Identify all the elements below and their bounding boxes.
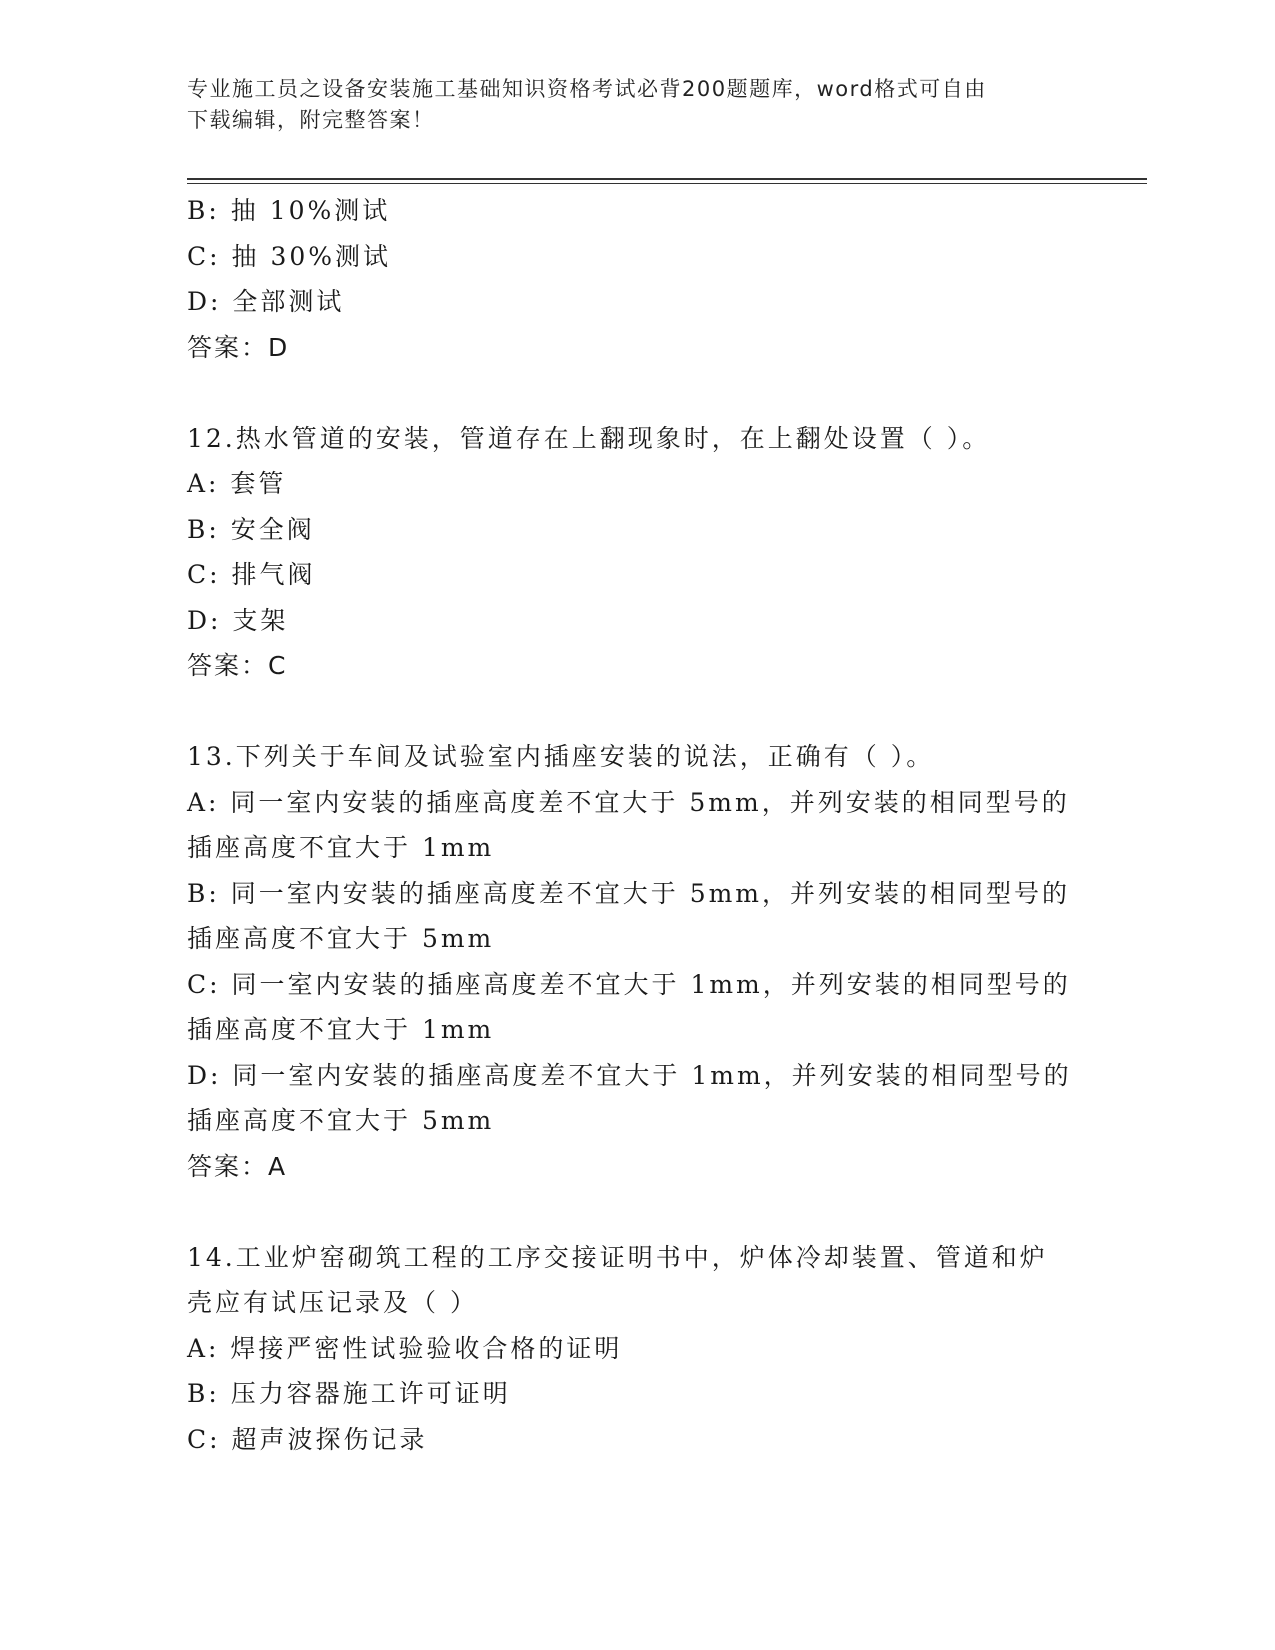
question-text-line-2: 壳应有试压记录及（ ） [187,1288,478,1317]
option-d: D: 全部测试 [187,287,345,316]
option-d: D: 支架 [187,605,289,635]
question-12 [187,416,1067,689]
option-a: A: 焊接严密性试验验收合格的证明 [187,1333,623,1363]
answer: 答案：D [187,332,290,362]
option-a-line-2: 插座高度不宜大于 1mm [187,833,495,862]
header-line-1: 专业施工员之设备安装施工基础知识资格考试必背200题题库，word格式可自由 [187,77,987,101]
question-text: 13.下列关于车间及试验室内插座安装的说法，正确有（ ）。 [187,742,935,771]
option-c-line-1: C: 同一室内安装的插座高度差不宜大于 1mm，并列安装的相同型号的 [187,969,1071,999]
question-11 [187,188,1067,370]
spacer [187,1189,1067,1235]
question-text-line-1: 14.工业炉窑砌筑工程的工序交接证明书中，炉体冷却装置、管道和炉 [187,1242,1048,1272]
option-a: A: 套管 [187,469,287,498]
option-b: B: 安全阀 [187,514,315,544]
document-page [187,0,1147,1650]
question-list [187,188,1072,1462]
answer: 答案：C [187,651,288,680]
option-c: C: 抽 30%测试 [187,241,392,271]
question-14 [187,1235,1067,1463]
document-header [187,74,1067,136]
option-c: C: 超声波探伤记录 [187,1424,428,1454]
option-b-line-2: 插座高度不宜大于 5mm [187,924,495,953]
option-a-line-1: A: 同一室内安装的插座高度差不宜大于 5mm，并列安装的相同型号的 [187,787,1070,817]
header-line-2: 下载编辑，附完整答案！ [187,108,435,132]
option-c: C: 排气阀 [187,560,316,589]
option-b-line-1: B: 同一室内安装的插座高度差不宜大于 5mm，并列安装的相同型号的 [187,878,1071,908]
question-text: 12.热水管道的安装，管道存在上翻现象时，在上翻处设置（ ）。 [187,423,991,453]
answer: 答案：A [187,1151,288,1181]
spacer [187,370,1067,416]
option-c-line-2: 插座高度不宜大于 1mm [187,1015,495,1044]
option-d-line-1: D: 同一室内安装的插座高度差不宜大于 1mm，并列安装的相同型号的 [187,1060,1072,1090]
option-d-line-2: 插座高度不宜大于 5mm [187,1106,495,1135]
header-divider-thick [187,178,1147,180]
spacer [187,689,1067,735]
option-b: B: 抽 10%测试 [187,196,391,225]
option-b: B: 压力容器施工许可证明 [187,1379,511,1408]
header-divider-thin [187,183,1147,184]
question-13 [187,734,1072,1189]
